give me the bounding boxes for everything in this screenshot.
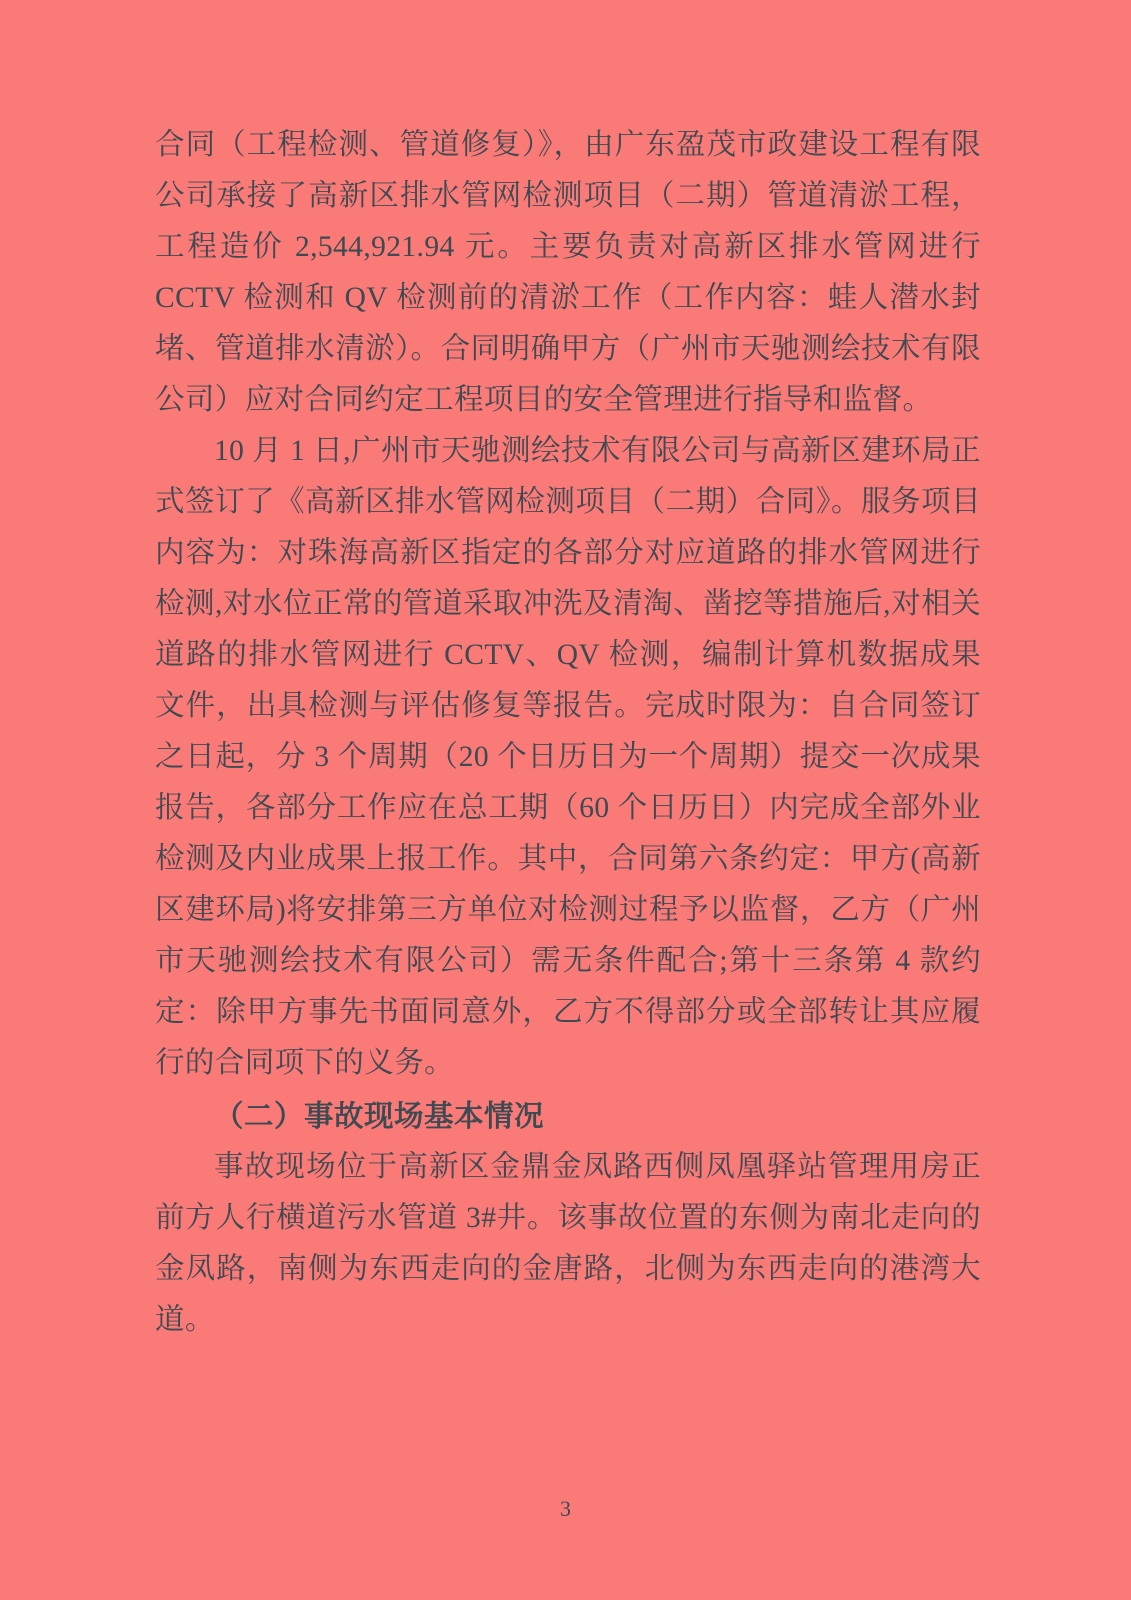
paragraph-contract-continued: 合同（工程检测、管道修复）》，由广东盈茂市政建设工程有限公司承接了高新区排水管网检测项目（二期）管道清淤工程，工程造价 2,544,921.94 元。主要负责对高新区排水管网进行 CCTV 检测和 QV 检测前的清淤工作（工作内容：蛙人潜水封堵、管道排水清淤）。合同明确甲方（广州市天驰测绘技术有限公司）应对合同约定工程项目的安全管理进行指导和监督。	[155, 129, 981, 416]
paragraph-service-contract: 10 月 1 日,广州市天驰测绘技术有限公司与高新区建环局正式签订了《高新区排水管网检测项目（二期）合同》。服务项目内容为：对珠海高新区指定的各部分对应道路的排水管网进行检测,对水位正常的管道采取冲洗及清淘、凿挖等措施后,对相关道路的排水管网进行 CCTV、QV 检测，编制计算机数据成果文件，出具检测与评估修复等报告。完成时限为：自合同签订之日起，分 3 个周期（20 个日历日为一个周期）提交一次成果报告，各部分工作应在总工期（60 个日历日）内完成全部外业检测及内业成果上报工作。其中，合同第六条约定：甲方(高新区建环局)将安排第三方单位对检测过程予以监督，乙方（广州市天驰测绘技术有限公司）需无条件配合;第十三条第 4 款约定：除甲方事先书面同意外，乙方不得部分或全部转让其应履行的合同项下的义务。	[155, 435, 981, 1079]
document-body	[155, 120, 981, 1346]
paragraph-accident-site-description: 事故现场位于高新区金鼎金凤路西侧凤凰驿站管理用房正前方人行横道污水管道 3#井。该事故位置的东侧为南北走向的金凤路，南侧为东西走向的金唐路，北侧为东西走向的港湾大道。	[155, 1151, 981, 1336]
page-number: 3	[560, 1496, 571, 1521]
section-heading-accident-site: （二）事故现场基本情况	[214, 1100, 545, 1133]
